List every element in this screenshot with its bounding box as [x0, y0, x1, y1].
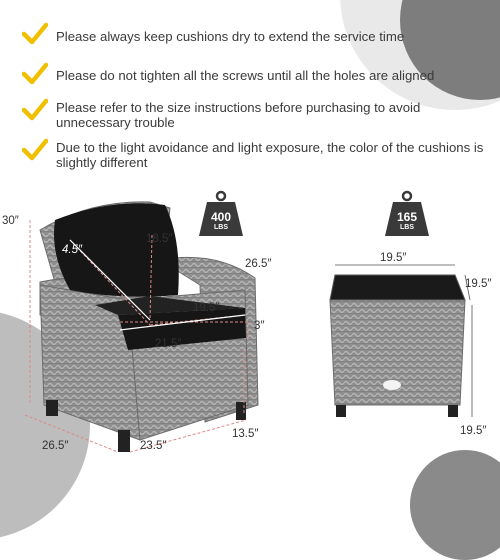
- note-3: [22, 98, 482, 138]
- table-weight-unit: LBS: [400, 224, 414, 231]
- dim-back-cushion: 4.5″: [62, 244, 83, 256]
- checkmark-icon: [22, 22, 48, 48]
- dim-arm-depth: 26.5″: [245, 258, 272, 270]
- dim-seat-width: 19.5″: [193, 302, 220, 314]
- note-text: Due to the light avoidance and light exposure, the color of the cushions is slightly different: [56, 140, 484, 170]
- checkmark-icon: [22, 98, 48, 124]
- dim-backrest-height: 18.5″: [146, 233, 173, 245]
- table-dim-top-width: 19.5″: [380, 252, 407, 264]
- note-4: [22, 138, 482, 178]
- note-2: [22, 62, 482, 102]
- dim-total-height: 30″: [2, 215, 19, 227]
- table-weight-value: 165: [396, 210, 418, 224]
- chair-weight-unit: LBS: [214, 224, 228, 231]
- note-text: Please do not tighten all the screws until all the holes are aligned: [56, 68, 435, 83]
- chair-weight-value: 400: [210, 210, 232, 224]
- dim-seat-cushion-thick: 3″: [254, 320, 265, 332]
- decor-circle-bottom-right: [410, 450, 500, 560]
- table-dim-height: 19.5″: [460, 425, 487, 437]
- side-table-illustration: [320, 260, 480, 430]
- checkmark-icon: [22, 62, 48, 88]
- dim-total-depth: 26.5″: [42, 440, 69, 452]
- note-1: [22, 22, 482, 62]
- checkmark-icon: [22, 138, 48, 164]
- note-text: Please always keep cushions dry to extend the service time: [56, 29, 405, 44]
- table-dim-top-depth: 19.5″: [465, 278, 492, 290]
- dim-seat-depth: 21.5″: [155, 338, 182, 350]
- note-text: Please refer to the size instructions before purchasing to avoid unnecessary trouble: [56, 100, 421, 130]
- dim-total-width: 23.5″: [140, 440, 167, 452]
- dim-seat-height: 13.5″: [232, 428, 259, 440]
